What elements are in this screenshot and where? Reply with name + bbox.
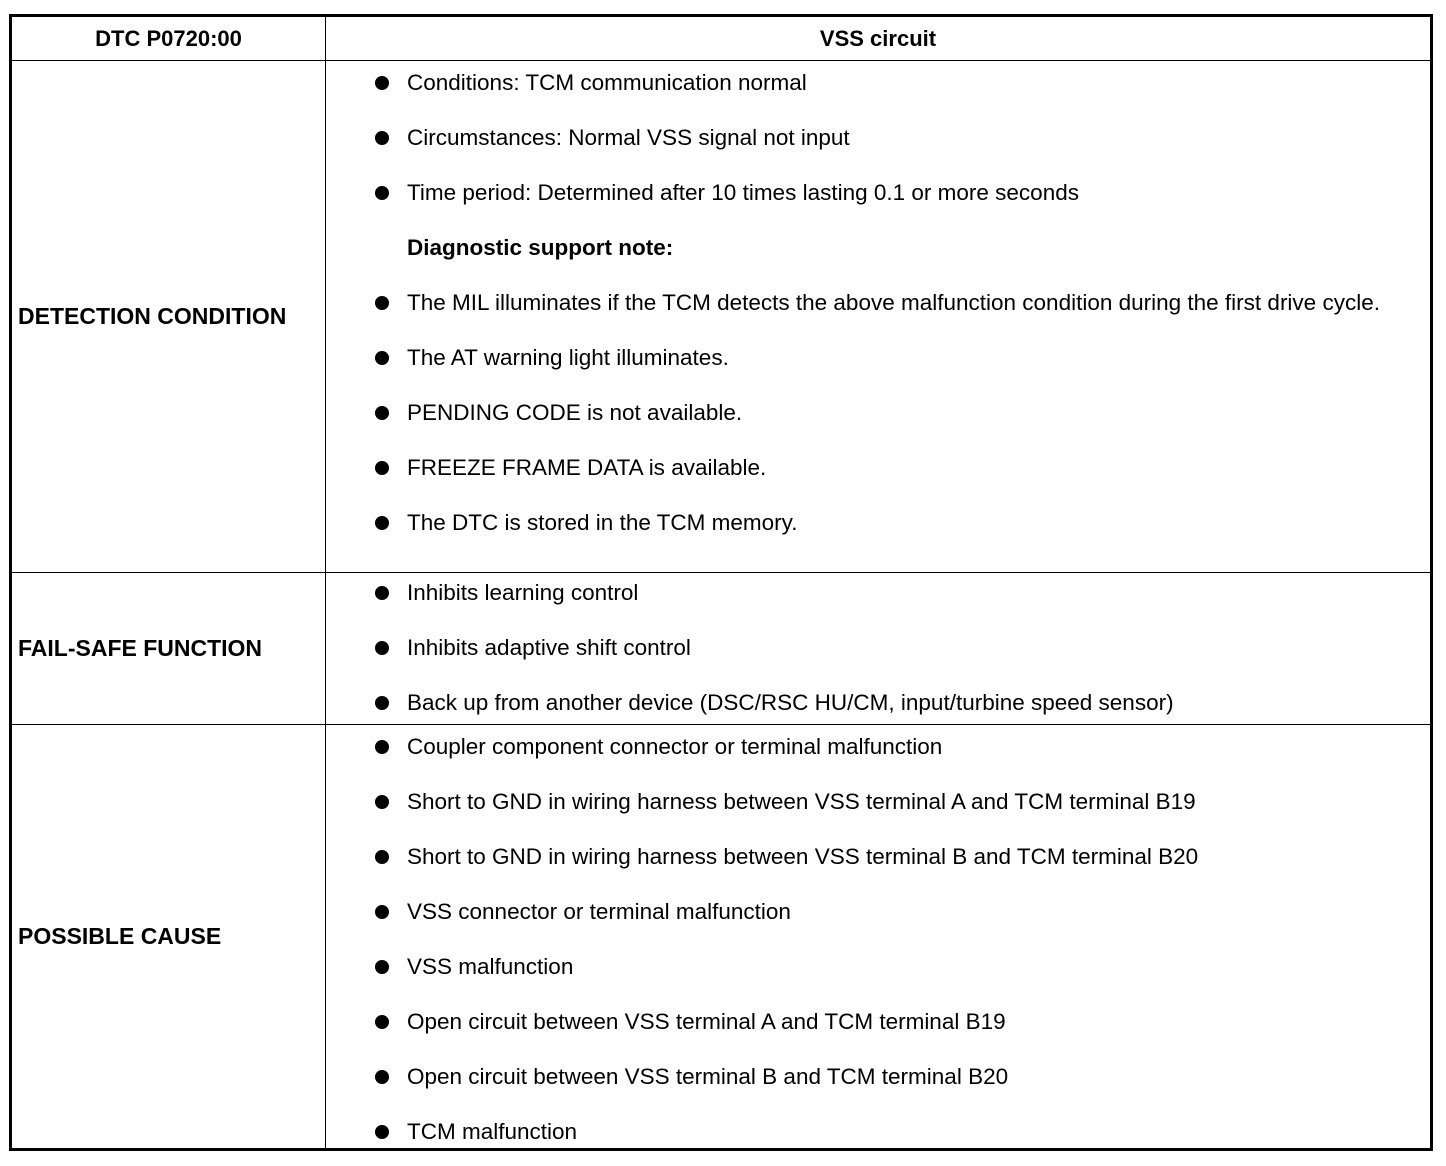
- dtc-title-header: VSS circuit: [819, 25, 937, 51]
- dtc-table: [9, 14, 1433, 1151]
- fail-safe-function-content: [326, 573, 1430, 724]
- bullet-icon: [375, 131, 389, 145]
- bullet-icon: [375, 696, 389, 710]
- table-header-row: [12, 17, 1430, 61]
- list-item: The AT warning light illuminates.: [326, 343, 1430, 373]
- bullet-icon: [375, 296, 389, 310]
- bullet-icon: [375, 850, 389, 864]
- bullet-icon: [375, 461, 389, 475]
- list-item: Short to GND in wiring harness between VSS terminal A and TCM terminal B19: [326, 787, 1430, 817]
- list-item: The DTC is stored in the TCM memory.: [326, 508, 1430, 538]
- list-item: Short to GND in wiring harness between VSS terminal B and TCM terminal B20: [326, 842, 1430, 872]
- list-item: Time period: Determined after 10 times lasting 0.1 or more seconds: [326, 178, 1430, 208]
- list-item: Open circuit between VSS terminal A and TCM terminal B19: [326, 1007, 1430, 1037]
- bullet-icon: [375, 351, 389, 365]
- bullet-icon: [375, 76, 389, 90]
- list-item: Circumstances: Normal VSS signal not input: [326, 123, 1430, 153]
- list-item: Inhibits adaptive shift control: [326, 633, 1430, 663]
- list-item: TCM malfunction: [326, 1117, 1430, 1147]
- list-item: VSS malfunction: [326, 952, 1430, 982]
- possible-cause-label: POSSIBLE CAUSE: [12, 725, 326, 1148]
- detection-condition-content: [326, 61, 1430, 572]
- list-item: Conditions: TCM communication normal: [326, 68, 1430, 98]
- detection-condition-row: [12, 61, 1430, 573]
- list-item: PENDING CODE is not available.: [326, 398, 1430, 428]
- fail-safe-function-label: FAIL-SAFE FUNCTION: [12, 573, 326, 724]
- list-item: FREEZE FRAME DATA is available.: [326, 453, 1430, 483]
- bullet-icon: [375, 406, 389, 420]
- bullet-icon: [375, 960, 389, 974]
- bullet-icon: [375, 1070, 389, 1084]
- bullet-icon: [375, 641, 389, 655]
- possible-cause-row: [12, 725, 1430, 1148]
- bullet-icon: [375, 586, 389, 600]
- list-item: Back up from another device (DSC/RSC HU/CM, input/turbine speed sensor): [326, 688, 1430, 718]
- bullet-icon: [375, 516, 389, 530]
- detection-condition-label: DETECTION CONDITION: [12, 61, 326, 572]
- bullet-icon: [375, 740, 389, 754]
- list-item: The MIL illuminates if the TCM detects the above malfunction condition during the first drive cycle.: [326, 288, 1430, 318]
- bullet-icon: [375, 186, 389, 200]
- list-item: Open circuit between VSS terminal B and TCM terminal B20: [326, 1062, 1430, 1092]
- possible-cause-content: [326, 725, 1430, 1148]
- diagnostic-note-heading: Diagnostic support note:: [407, 235, 674, 260]
- dtc-code-header: DTC P0720:00: [12, 17, 326, 60]
- list-item: VSS connector or terminal malfunction: [326, 897, 1430, 927]
- bullet-icon: [375, 1015, 389, 1029]
- bullet-icon: [375, 905, 389, 919]
- bullet-icon: [375, 1125, 389, 1139]
- list-item: Inhibits learning control: [326, 578, 1430, 608]
- list-item: Coupler component connector or terminal malfunction: [326, 732, 1430, 762]
- bullet-icon: [375, 795, 389, 809]
- fail-safe-function-row: [12, 573, 1430, 725]
